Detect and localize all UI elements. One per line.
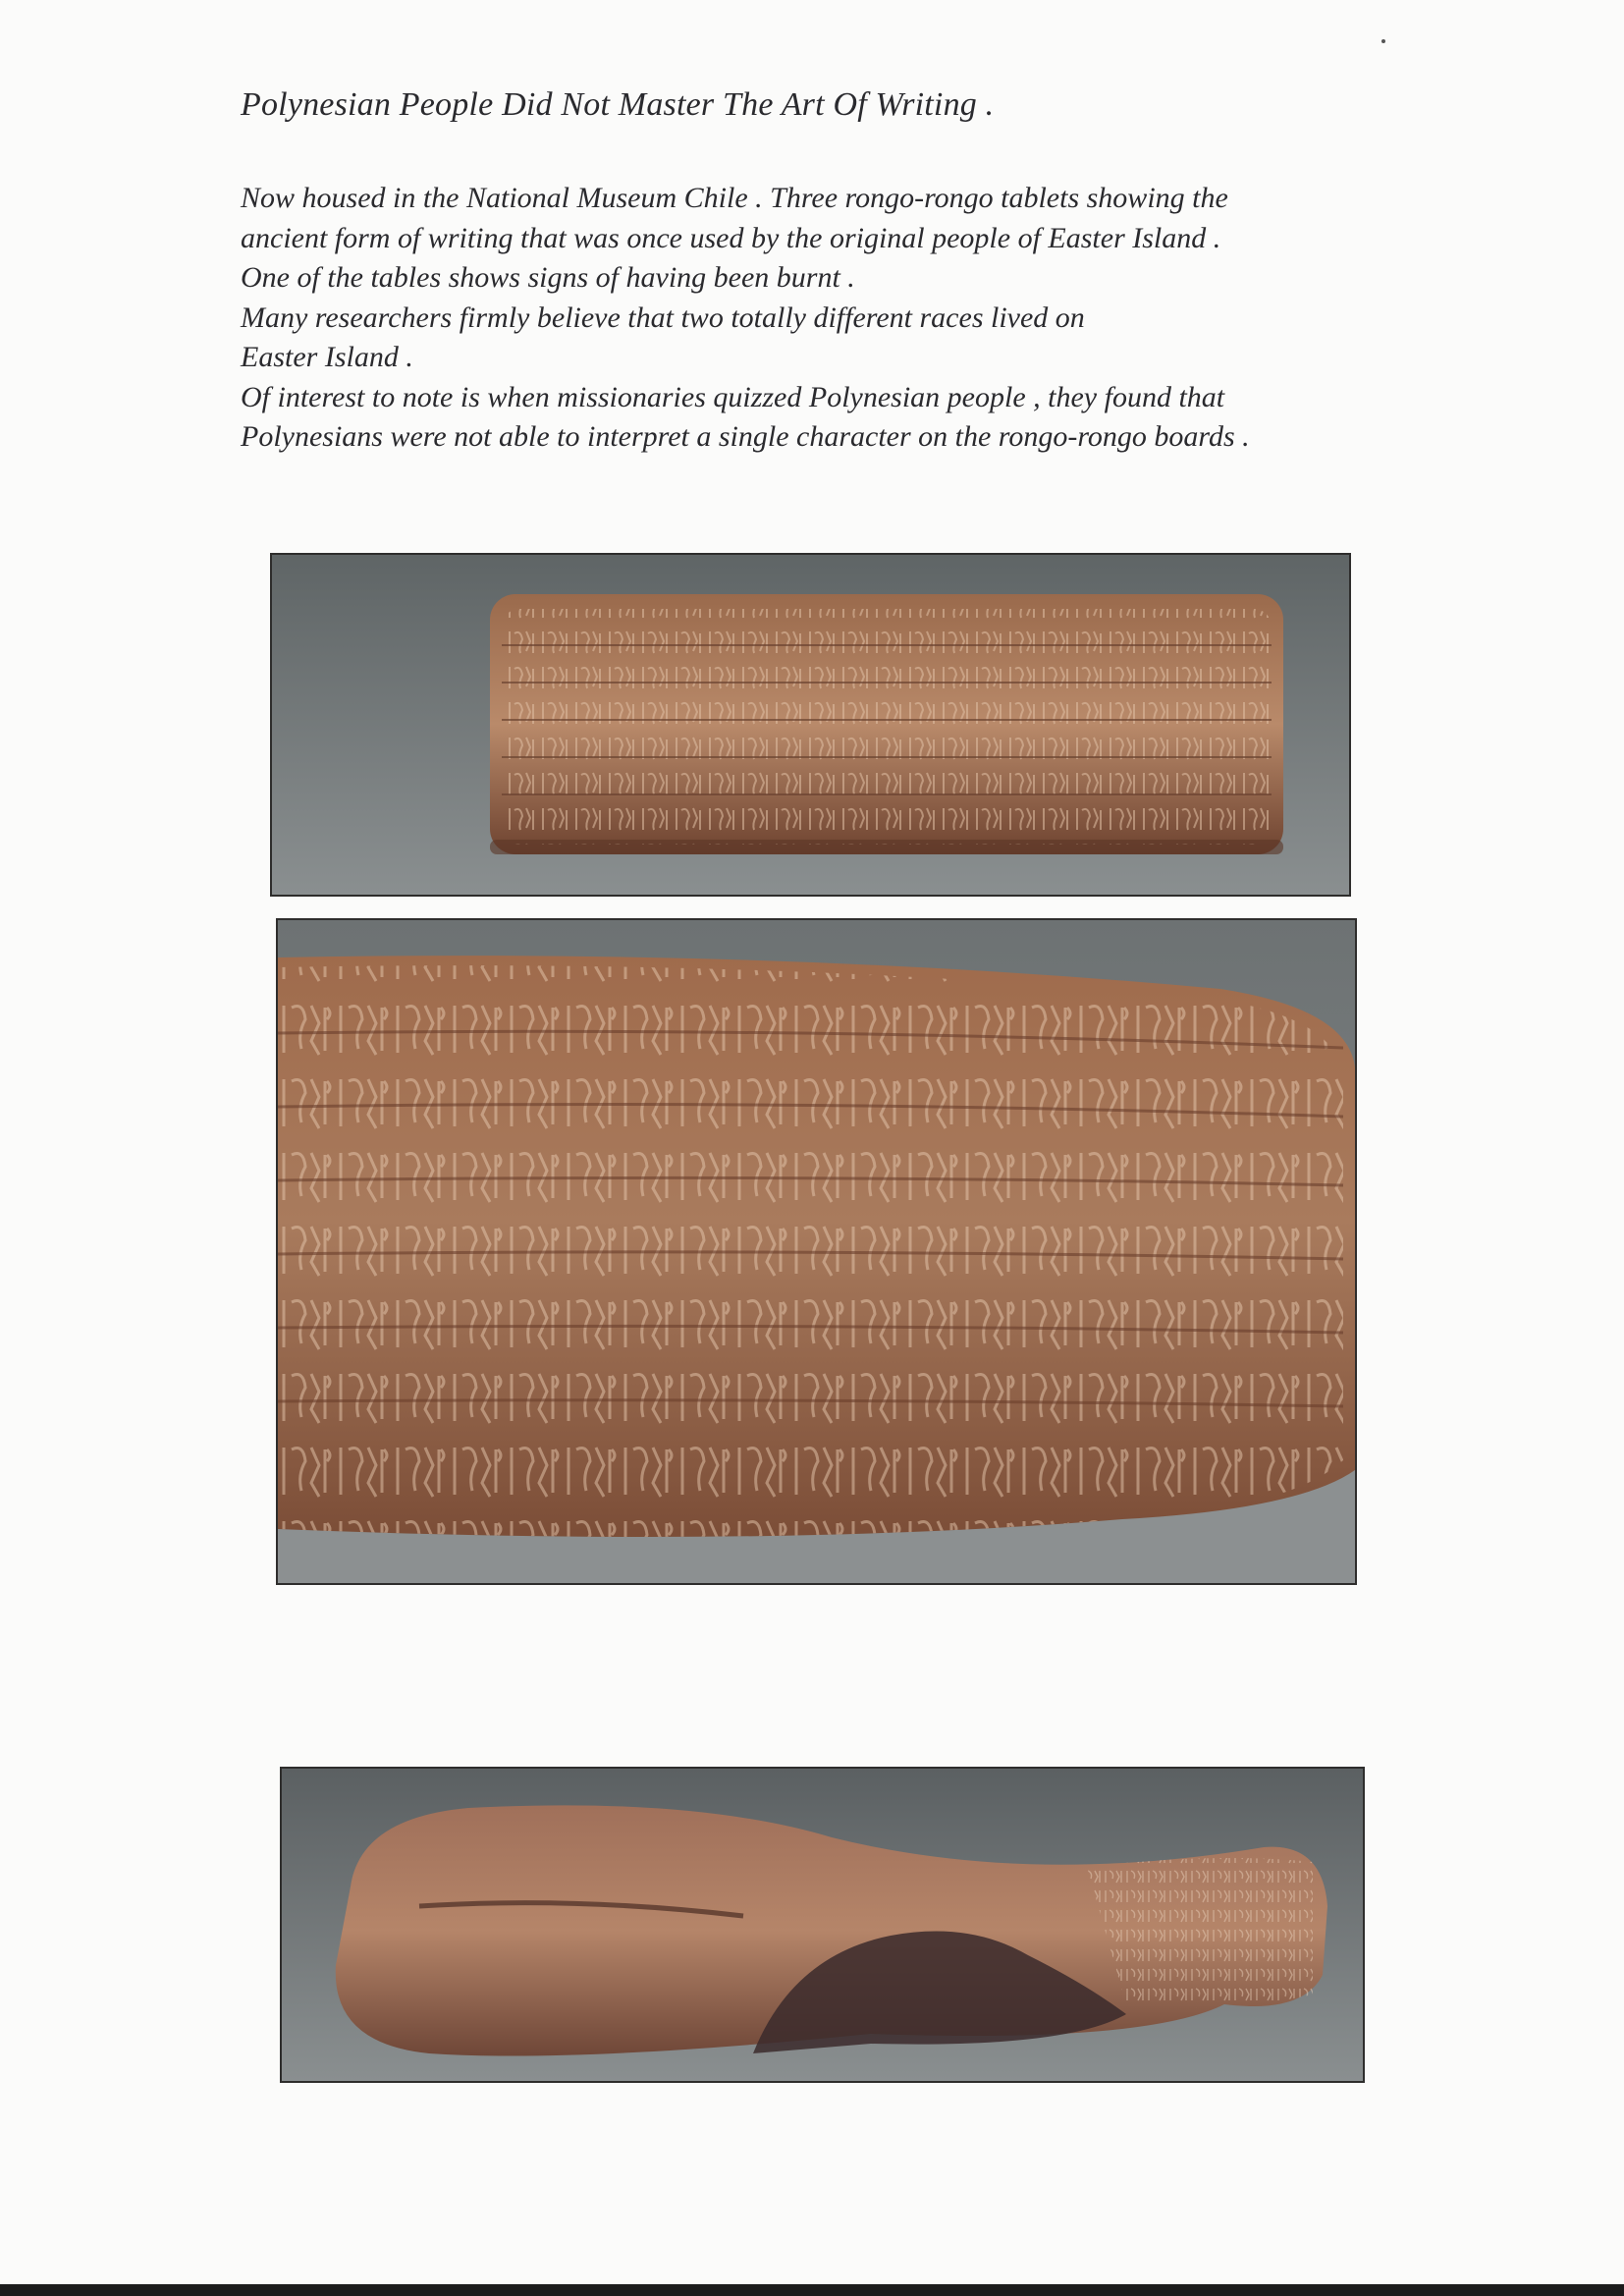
scan-speck [1381,39,1385,43]
paragraph-line: Easter Island . [241,341,413,373]
page-title: Polynesian People Did Not Master The Art Of Writing . [241,86,995,123]
paragraph-line: Of interest to note is when missionaries quizzed Polynesian people , they found that [241,380,1225,413]
tablet-photo-2 [276,918,1357,1585]
scan-edge [0,2284,1624,2296]
tablet-illustration-3 [282,1769,1363,2081]
paragraph-line: Many researchers firmly believe that two totally different races lived on [241,301,1085,334]
tablet-photo-1 [270,553,1351,897]
tablet-photo-3 [280,1767,1365,2083]
tablet-illustration-1 [272,555,1349,895]
paragraph-line: Polynesians were not able to interpret a single character on the rongo-rongo boards . [241,420,1250,453]
paragraph-line: One of the tables shows signs of having been burnt . [241,261,855,294]
tablet-illustration-2 [278,920,1355,1583]
paragraph-line: ancient form of writing that was once used by the original people of Easter Island . [241,221,1221,254]
body-paragraph [241,179,1448,458]
paragraph-line: Now housed in the National Museum Chile . Three rongo-rongo tablets showing the [241,182,1228,214]
